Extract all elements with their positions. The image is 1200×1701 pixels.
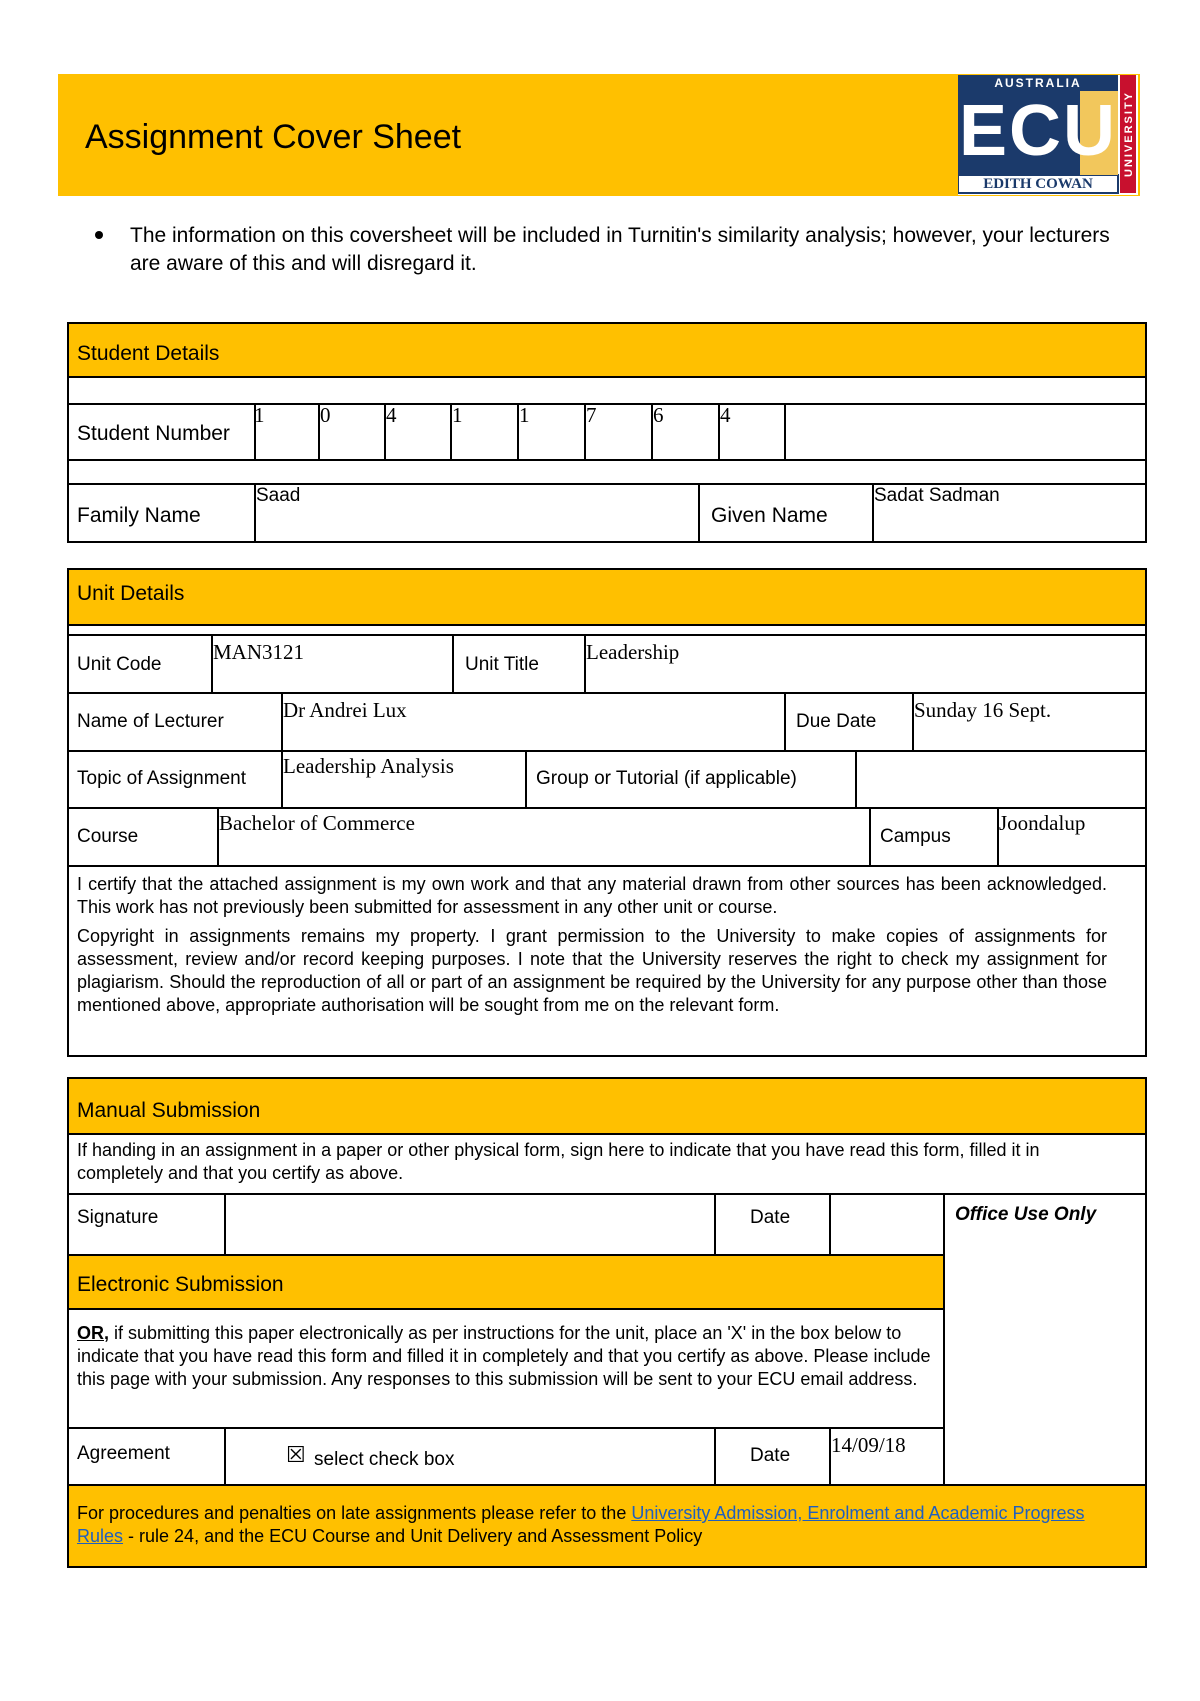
unit-title-field[interactable] bbox=[584, 636, 1145, 693]
digit-cell[interactable] bbox=[720, 403, 786, 459]
due-date-field[interactable] bbox=[912, 694, 1145, 751]
family-name-field[interactable] bbox=[254, 483, 700, 541]
digit-value: 4 bbox=[386, 403, 397, 427]
late-policy-intro: For procedures and penalties on late assignments please refer to the bbox=[77, 1503, 632, 1523]
digit-value: 1 bbox=[452, 403, 463, 427]
electronic-date-label: Date bbox=[750, 1445, 791, 1466]
admission-rules-link[interactable]: University Admission, Enrolment and Academic Progress bbox=[631, 1503, 1085, 1523]
manual-date-label: Date bbox=[750, 1207, 791, 1228]
digit-value: 1 bbox=[254, 403, 265, 427]
due-date-value: Sunday 16 Sept. bbox=[914, 698, 1052, 722]
student-details-header bbox=[69, 324, 1145, 378]
due-date-label: Due Date bbox=[796, 711, 877, 732]
certify-paragraph-2: Copyright in assignments remains my property. I grant permission to the University to make copies of assignments for assessment, review and/or record keeping purposes. I note that the University reserves the right to check my assignment for plagiarism. Should the reproduction of all or part of an assignment be required by the University for any purpose other than those mentioned above, appropriate authorisation will be sought from me on the relevant form. bbox=[77, 926, 1107, 1015]
logo-side-text: UNIVERSITY bbox=[1123, 91, 1135, 178]
digit-value: 0 bbox=[320, 403, 331, 427]
late-policy-text bbox=[77, 1502, 1117, 1548]
agreement-checkbox[interactable]: ☒ bbox=[286, 1443, 306, 1468]
bullet-icon bbox=[95, 231, 103, 239]
unit-details-title: Unit Details bbox=[77, 582, 185, 605]
given-name-value: Sadat Sadman bbox=[874, 485, 1000, 506]
signature-field[interactable] bbox=[224, 1195, 716, 1255]
digit-value: 7 bbox=[586, 403, 597, 427]
digit-cell[interactable] bbox=[519, 403, 586, 459]
group-label: Group or Tutorial (if applicable) bbox=[536, 768, 797, 789]
logo-top-text: AUSTRALIA bbox=[994, 76, 1082, 90]
course-value: Bachelor of Commerce bbox=[219, 811, 415, 835]
digit-cell[interactable] bbox=[452, 403, 519, 459]
student-number-label: Student Number bbox=[77, 422, 230, 445]
manual-date-field[interactable] bbox=[829, 1195, 945, 1255]
manual-instructions: If handing in an assignment in a paper or other physical form, sign here to indicate that you have read this form, filled it in completely and that you certify as above. bbox=[77, 1140, 1040, 1183]
digit-cell[interactable] bbox=[586, 403, 653, 459]
digit-cell[interactable] bbox=[254, 403, 320, 459]
office-use-column bbox=[943, 1195, 1147, 1485]
digit-value: 1 bbox=[519, 403, 530, 427]
group-field[interactable] bbox=[855, 752, 1145, 808]
unit-details-header bbox=[69, 570, 1145, 626]
lecturer-value: Dr Andrei Lux bbox=[283, 698, 407, 722]
given-name-label: Given Name bbox=[711, 504, 828, 527]
family-name-label: Family Name bbox=[77, 504, 201, 527]
agreement-label: Agreement bbox=[77, 1443, 170, 1464]
unit-title-label: Unit Title bbox=[465, 654, 539, 675]
or-word: OR, bbox=[77, 1323, 110, 1343]
topic-label: Topic of Assignment bbox=[77, 768, 246, 789]
unit-title-value: Leadership bbox=[586, 640, 680, 664]
unit-code-label: Unit Code bbox=[77, 654, 162, 675]
campus-value: Joondalup bbox=[999, 811, 1086, 835]
electronic-instructions-text: if submitting this paper electronically as per instructions for the unit, place an 'X' in the box below to indicate that you have read this form and filled it in completely and that you certify as above. Please include this page with your submission. Any responses to this submission will be sent to your ECU email address. bbox=[77, 1323, 931, 1389]
late-policy-band bbox=[69, 1486, 1145, 1566]
page-title: Assignment Cover Sheet bbox=[85, 118, 462, 156]
topic-value: Leadership Analysis bbox=[283, 754, 454, 778]
agreement-checkbox-label: select check box bbox=[314, 1449, 455, 1470]
manual-submission-title: Manual Submission bbox=[77, 1099, 261, 1122]
digit-cell[interactable] bbox=[320, 403, 386, 459]
course-label: Course bbox=[77, 826, 139, 847]
ecu-logo bbox=[958, 75, 1138, 195]
logo-bottom-text: EDITH COWAN bbox=[983, 176, 1093, 192]
rules-link[interactable]: Rules bbox=[77, 1526, 124, 1546]
late-policy-rest: - rule 24, and the ECU Course and Unit Delivery and Assessment Policy bbox=[123, 1526, 703, 1546]
digit-value: 6 bbox=[653, 403, 664, 427]
unit-code-field[interactable] bbox=[211, 636, 454, 693]
logo-main-text: ECU bbox=[958, 91, 1117, 171]
course-field[interactable] bbox=[217, 809, 871, 865]
student-number-digits bbox=[254, 403, 786, 459]
campus-field[interactable] bbox=[997, 809, 1145, 865]
coversheet-note: The information on this coversheet will be included in Turnitin's similarity analysis; however, your lecturers are aware of this and will disregard it. bbox=[130, 224, 1110, 275]
topic-field[interactable] bbox=[281, 752, 527, 808]
digit-cell[interactable] bbox=[386, 403, 452, 459]
office-use-label: Office Use Only bbox=[955, 1204, 1097, 1225]
electronic-submission-title: Electronic Submission bbox=[77, 1273, 284, 1296]
signature-label: Signature bbox=[77, 1207, 159, 1228]
digit-cell[interactable] bbox=[653, 403, 720, 459]
campus-label: Campus bbox=[880, 826, 951, 847]
electronic-date-field[interactable] bbox=[829, 1429, 945, 1485]
lecturer-field[interactable] bbox=[281, 694, 786, 751]
divider bbox=[67, 865, 1147, 867]
electronic-instructions bbox=[77, 1322, 937, 1391]
given-name-field[interactable] bbox=[872, 483, 1145, 541]
lecturer-label: Name of Lecturer bbox=[77, 711, 224, 732]
family-name-value: Saad bbox=[256, 485, 301, 506]
certify-paragraph-1: I certify that the attached assignment is my own work and that any material drawn from other sources has been acknowledged. This work has not previously been submitted for assessment in any other unit or course. bbox=[77, 874, 1107, 917]
divider bbox=[67, 459, 1147, 461]
agreement-field bbox=[224, 1429, 716, 1485]
student-details-title: Student Details bbox=[77, 342, 220, 365]
digit-value: 4 bbox=[720, 403, 731, 427]
unit-code-value: MAN3121 bbox=[213, 640, 305, 664]
electronic-date-value: 14/09/18 bbox=[831, 1433, 906, 1457]
